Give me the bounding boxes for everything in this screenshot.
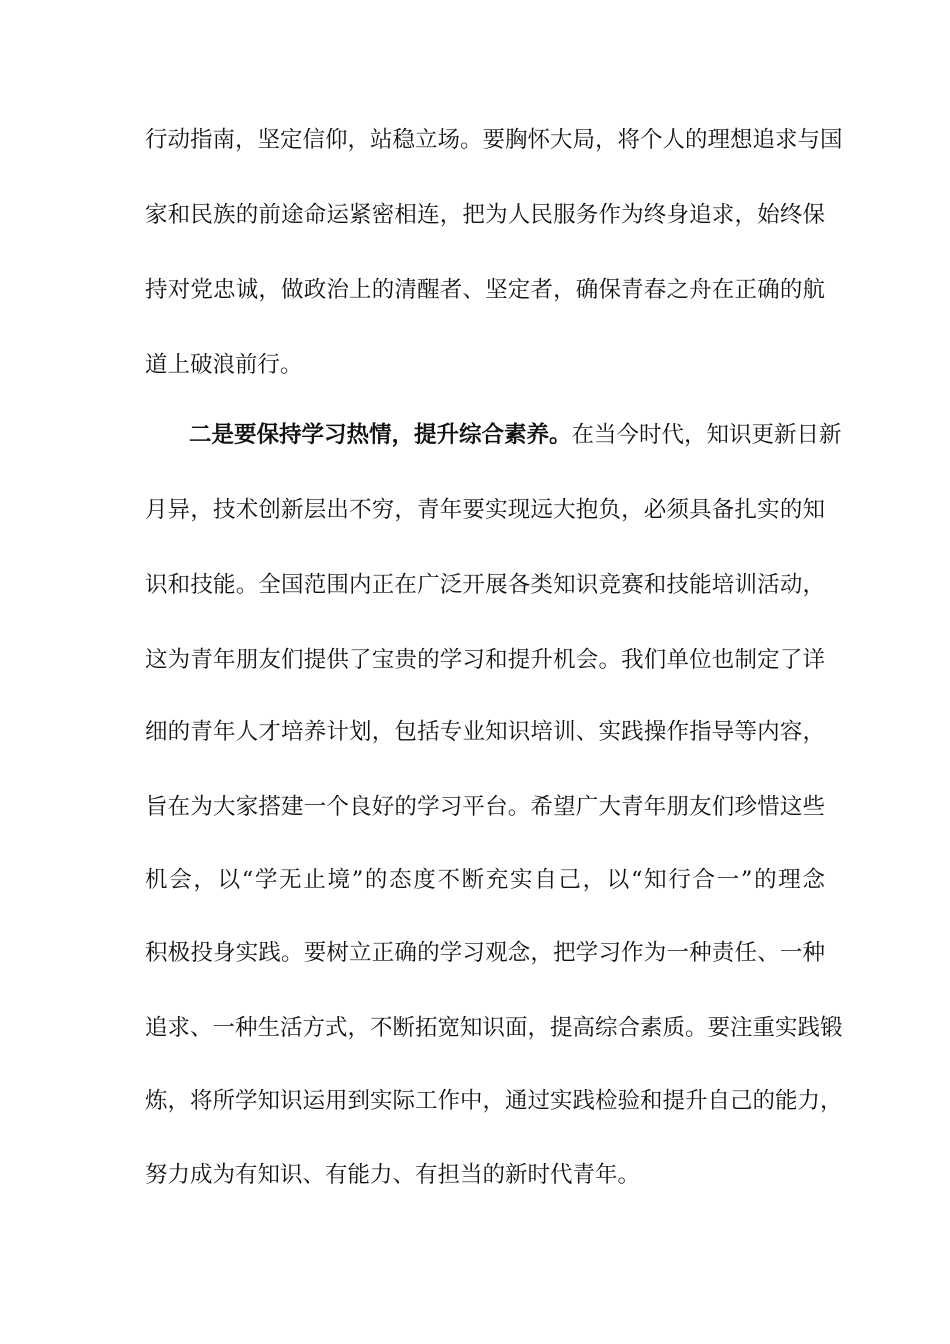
text-line: 积极投身实践。要树立正确的学习观念，把学习作为一种责任、一种 <box>145 940 825 966</box>
text-line: 旨在为大家搭建一个良好的学习平台。希望广大青年朋友们珍惜这些 <box>145 794 825 820</box>
text-line: 机会，以“学无止境”的态度不断充实自己，以“知行合一”的理念 <box>145 867 825 893</box>
text-line: 炼，将所学知识运用到实际工作中，通过实践检验和提升自己的能力， <box>145 1088 843 1114</box>
text-line: 家和民族的前途命运紧密相连，把为人民服务作为终身追求，始终保 <box>145 202 825 228</box>
text-line <box>189 420 842 450</box>
text-line: 努力成为有知识、有能力、有担当的新时代青年。 <box>145 1162 641 1188</box>
text-line: 持对党忠诚，做政治上的清醒者、坚定者，确保青春之舟在正确的航 <box>145 277 825 303</box>
text-line: 细的青年人才培养计划，包括专业知识培训、实践操作指导等内容， <box>145 719 825 745</box>
paragraph-heading: 二是要保持学习热情，提升综合素养。 <box>189 422 572 448</box>
text-line: 识和技能。全国范围内正在广泛开展各类知识竞赛和技能培训活动， <box>145 572 825 598</box>
text-line: 这为青年朋友们提供了宝贵的学习和提升机会。我们单位也制定了详 <box>145 647 825 673</box>
text-line: 月异，技术创新层出不穷，青年要实现远大抱负，必须具备扎实的知 <box>145 497 825 523</box>
text-line: 追求、一种生活方式，不断拓宽知识面，提高综合素质。要注重实践锻 <box>145 1015 843 1041</box>
paragraph-text: 在当今时代，知识更新日新 <box>571 422 842 448</box>
text-line: 行动指南，坚定信仰，站稳立场。要胸怀大局，将个人的理想追求与国 <box>145 127 843 153</box>
text-line: 道上破浪前行。 <box>145 352 303 378</box>
